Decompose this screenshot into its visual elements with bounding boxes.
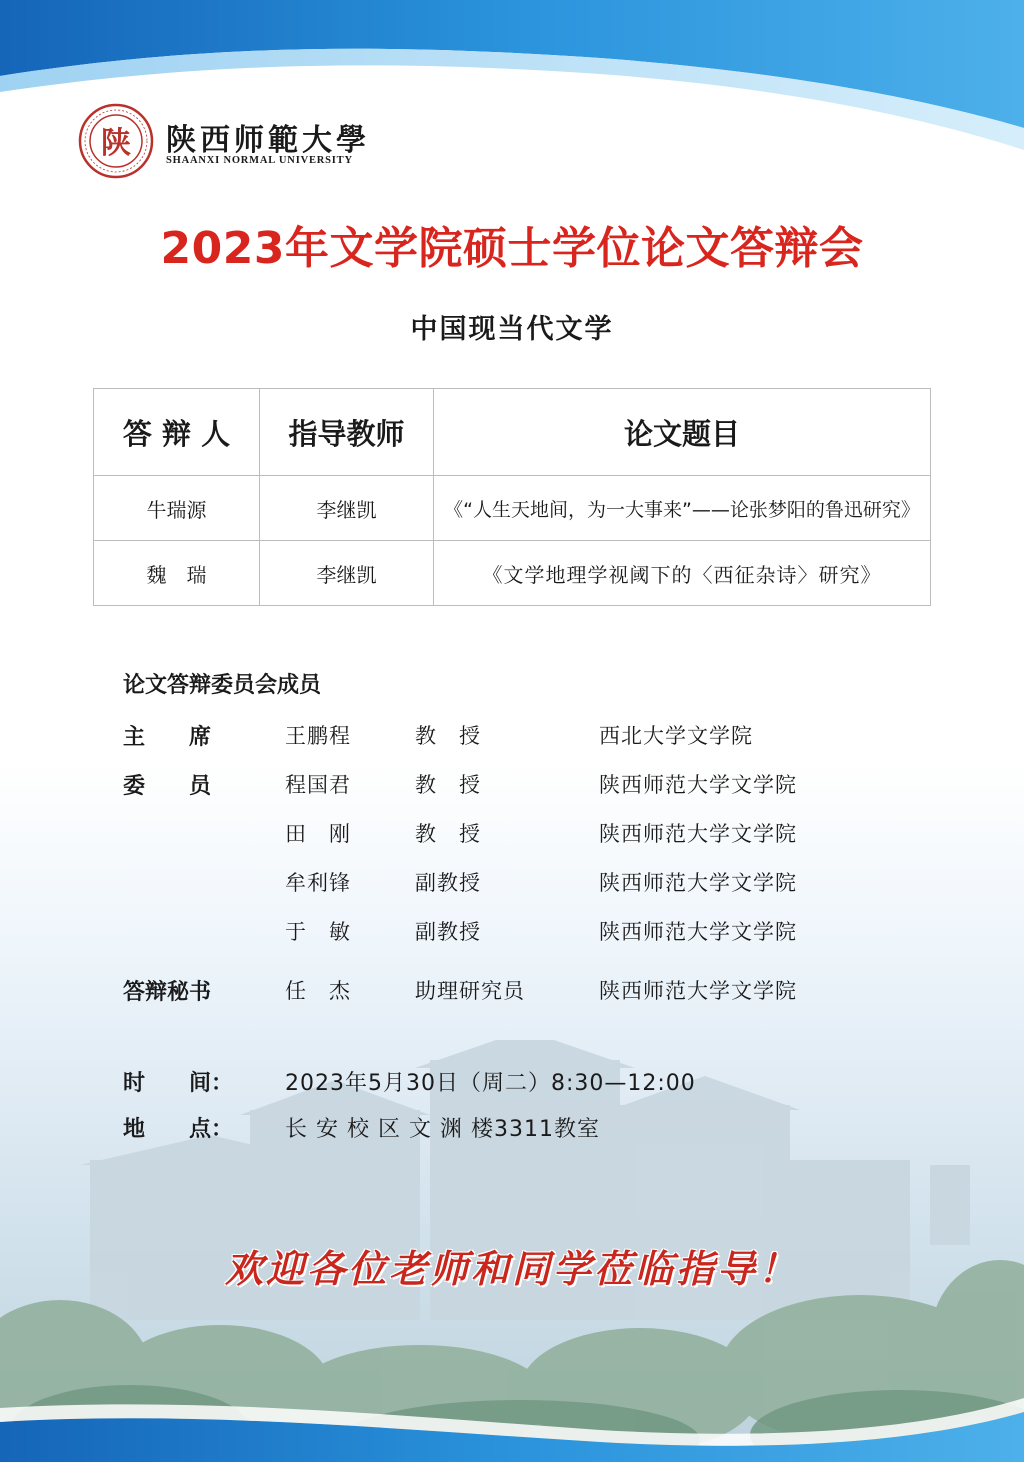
header-advisor: 指导教师 xyxy=(260,389,434,476)
member-org: 陕西师范大学文学院 xyxy=(599,871,797,895)
advisor-name: 李继凯 xyxy=(260,476,434,541)
seal-character: 陕 xyxy=(101,126,131,161)
header-topic: 论文题目 xyxy=(434,389,931,476)
committee-row xyxy=(123,975,923,1009)
committee-row xyxy=(123,818,923,852)
member-rank: 教 授 xyxy=(415,822,481,846)
member-rank: 副教授 xyxy=(415,871,481,895)
page-subtitle: 中国现当代文学 xyxy=(410,314,614,345)
advisor-name: 李继凯 xyxy=(260,541,434,606)
university-name-cn: 陕西师範大學 xyxy=(166,123,370,158)
member-org: 陕西师范大学文学院 xyxy=(599,822,797,846)
committee-row xyxy=(123,867,923,901)
university-seal-icon xyxy=(78,103,154,179)
member-rank: 助理研究员 xyxy=(415,979,525,1003)
thesis-topic: 《“人生天地间，为一大事来”——论张梦阳的鲁迅研究》 xyxy=(434,476,931,541)
time-value: 2023年5月30日（周二）8:30—12:00 xyxy=(285,1071,696,1096)
member-name: 王鹏程 xyxy=(285,724,351,748)
member-role: 答辩秘书 xyxy=(123,980,212,1005)
member-org: 陕西师范大学文学院 xyxy=(599,979,797,1003)
member-name: 程国君 xyxy=(285,773,351,797)
committee-title: 论文答辩委员会成员 xyxy=(123,673,322,698)
member-rank: 教 授 xyxy=(415,724,481,748)
member-name: 任 杰 xyxy=(285,979,351,1003)
university-logo xyxy=(78,103,368,183)
place-label: 地 点： xyxy=(123,1117,234,1142)
member-rank: 副教授 xyxy=(415,920,481,944)
table-row xyxy=(94,541,931,606)
place-value: 长 安 校 区 文 渊 楼3311教室 xyxy=(285,1117,600,1142)
page-title: 2023年文学院硕士学位论文答辩会 xyxy=(160,223,864,274)
member-name: 牟利锋 xyxy=(285,871,351,895)
committee-row xyxy=(123,916,923,950)
table-row xyxy=(94,476,931,541)
member-org: 陕西师范大学文学院 xyxy=(599,920,797,944)
member-org: 西北大学文学院 xyxy=(599,724,753,748)
member-role: 主 席 xyxy=(123,725,212,750)
committee-row xyxy=(123,720,923,754)
member-org: 陕西师范大学文学院 xyxy=(599,773,797,797)
header-student: 答 辩 人 xyxy=(94,389,260,476)
member-role: 委 员 xyxy=(123,774,212,799)
table-header-row xyxy=(94,389,931,476)
bottom-wave-decoration xyxy=(0,1292,1024,1462)
student-name: 牛瑞源 xyxy=(94,476,260,541)
thesis-table xyxy=(93,388,931,606)
committee-row xyxy=(123,769,923,803)
university-name-en: SHAANXI NORMAL UNIVERSITY xyxy=(166,155,353,166)
student-name: 魏 瑞 xyxy=(94,541,260,606)
member-rank: 教 授 xyxy=(415,773,481,797)
member-name: 田 刚 xyxy=(285,822,351,846)
welcome-message: 欢迎各位老师和同学莅临指导！ xyxy=(224,1246,799,1291)
time-label: 时 间： xyxy=(123,1071,234,1096)
thesis-topic: 《文学地理学视阈下的〈西征杂诗〉研究》 xyxy=(434,541,931,606)
member-name: 于 敏 xyxy=(285,920,351,944)
